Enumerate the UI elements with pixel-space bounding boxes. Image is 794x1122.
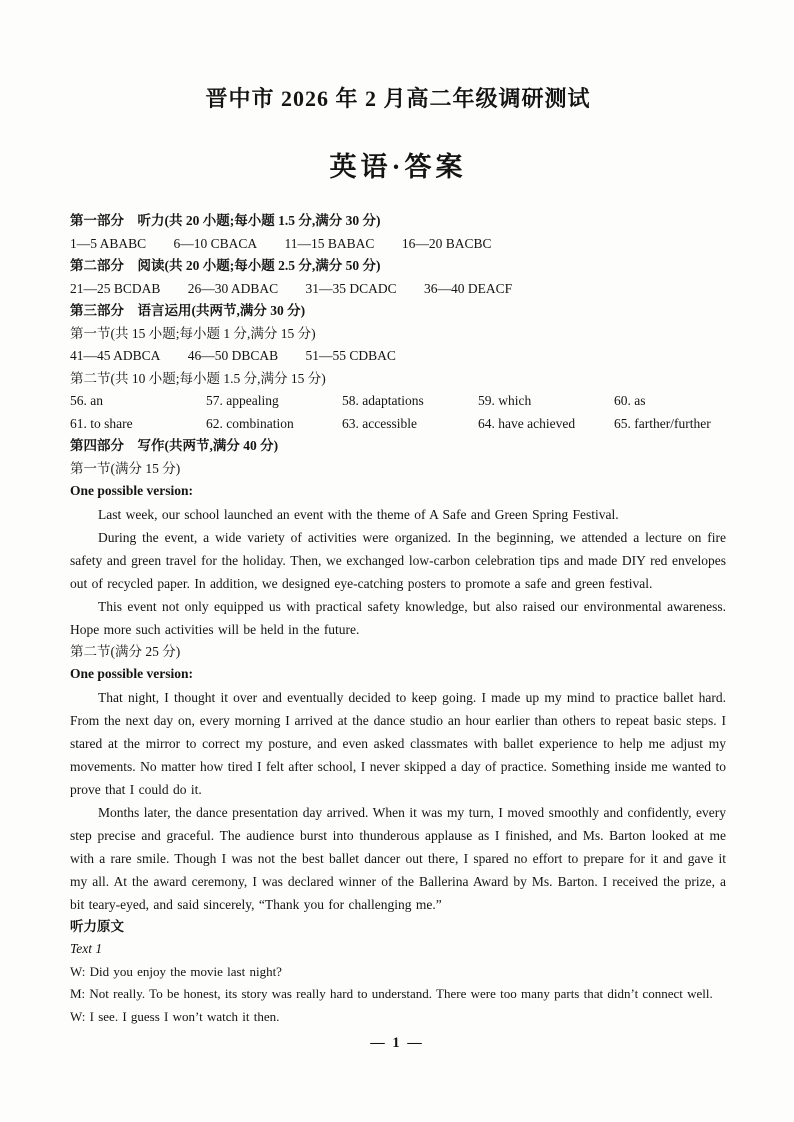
transcript-line: W: Did you enjoy the movie last night? [70, 963, 282, 979]
answer-group: 1—5 ABABC [70, 235, 147, 251]
vocab-answer: 62. combination [206, 415, 294, 431]
part1-heading: 第一部分 听力(共 20 小题;每小题 1.5 分,满分 30 分) [70, 213, 381, 228]
answer-group: 31—35 DCADC [305, 280, 397, 296]
vocab-answer: 63. accessible [342, 415, 417, 431]
transcript-heading: 听力原文 [70, 918, 124, 934]
essay2-paragraph: That night, I thought it over and eventually decided to keep going. I made up my mind to practice ballet hard. From the next day on, every morning I arrived at the dance studio an hour earlier than others to repeat basic steps. I stared at the mirror to correct my posture, and even asked classmates with ballet experience to help me adjust my movements. No matter how tired I felt after school, I never skipped a day of practice. Something inside me wanted to prove that I could do it. [70, 689, 726, 797]
part4-section2-heading: 第二节(满分 25 分) [70, 643, 181, 659]
part2-answers [70, 278, 726, 301]
part4-heading: 第四部分 写作(共两节,满分 40 分) [70, 438, 279, 453]
transcript-line: M: Not really. To be honest, its story was really hard to understand. There were too many parts that didn’t connect well. [70, 986, 713, 1001]
part3-section1-heading: 第一节(共 15 小题;每小题 1 分,满分 15 分) [70, 325, 316, 341]
vocab-answers-row1 [70, 390, 726, 413]
part4-section1-heading: 第一节(满分 15 分) [70, 460, 181, 476]
answer-group: 41—45 ADBCA [70, 348, 161, 363]
answer-group: 21—25 BCDAB [70, 280, 161, 296]
essay1-paragraph: During the event, a wide variety of activities were organized. In the beginning, we attended a lecture on fire safety and green travel for the holiday. Then, we exchanged low-carbon celebration tips and made DIY red envelopes out of recycled paper. In addition, we designed eye-catching posters to promote a safe and green festival. [70, 529, 726, 591]
answer-group: 51—55 CDBAC [305, 348, 396, 363]
possible-version-label: One possible version: [70, 483, 194, 498]
page-subtitle: 英语·答案 [329, 152, 467, 182]
vocab-answer: 61. to share [70, 415, 133, 431]
vocab-answer: 56. an [70, 393, 103, 408]
page-number: — 1 — [370, 1035, 424, 1051]
vocab-answer: 58. adaptations [342, 393, 424, 408]
part3-heading: 第三部分 语言运用(共两节,满分 30 分) [70, 303, 306, 318]
vocab-answer: 64. have achieved [478, 415, 576, 431]
page-title: 晋中市 2026 年 2 月高二年级调研测试 [205, 86, 591, 111]
possible-version-label: One possible version: [70, 666, 194, 681]
essay1-paragraph: Last week, our school launched an event with the theme of A Safe and Green Spring Festival. [98, 506, 619, 522]
essay2-paragraph: Months later, the dance presentation day arrived. When it was my turn, I moved smoothly and confidently, every step precise and graceful. The audience burst into thunderous applause as I finished, and Ms. Barton looked at me with a rare smile. Though I was not the best ballet dancer out there, I spared no effort to prepare for it and gave it my all. At the award ceremony, I was declared winner of the Ballerina Award by Ms. Barton. I received the prize, a bit teary-eyed, and said sincerely, “Thank you for challenging me.” [70, 804, 726, 912]
transcript-text1-label: Text 1 [70, 941, 103, 956]
vocab-answer: 65. farther/further [614, 415, 711, 431]
essay1-paragraph: This event not only equipped us with practical safety knowledge, but also raised our environmental awareness. Hope more such activities will be held in the future. [70, 598, 726, 637]
vocab-answer: 60. as [614, 393, 646, 408]
answer-group: 16—20 BACBC [401, 235, 492, 251]
answer-group: 26—30 ADBAC [187, 280, 279, 296]
vocab-answers-row2 [70, 413, 726, 436]
part3-section2-heading: 第二节(共 10 小题;每小题 1.5 分,满分 15 分) [70, 370, 326, 386]
answer-group: 11—15 BABAC [284, 235, 375, 251]
vocab-answer: 57. appealing [206, 393, 279, 408]
part2-heading: 第二部分 阅读(共 20 小题;每小题 2.5 分,满分 50 分) [70, 258, 381, 273]
answer-group: 6—10 CBACA [173, 235, 258, 251]
part1-answers [70, 233, 726, 256]
answer-group: 36—40 DEACF [424, 280, 513, 296]
part3-section1-answers [70, 345, 726, 368]
vocab-answer: 59. which [478, 393, 532, 408]
answer-group: 46—50 DBCAB [187, 348, 279, 363]
transcript-line: W: I see. I guess I won’t watch it then. [70, 1008, 280, 1024]
